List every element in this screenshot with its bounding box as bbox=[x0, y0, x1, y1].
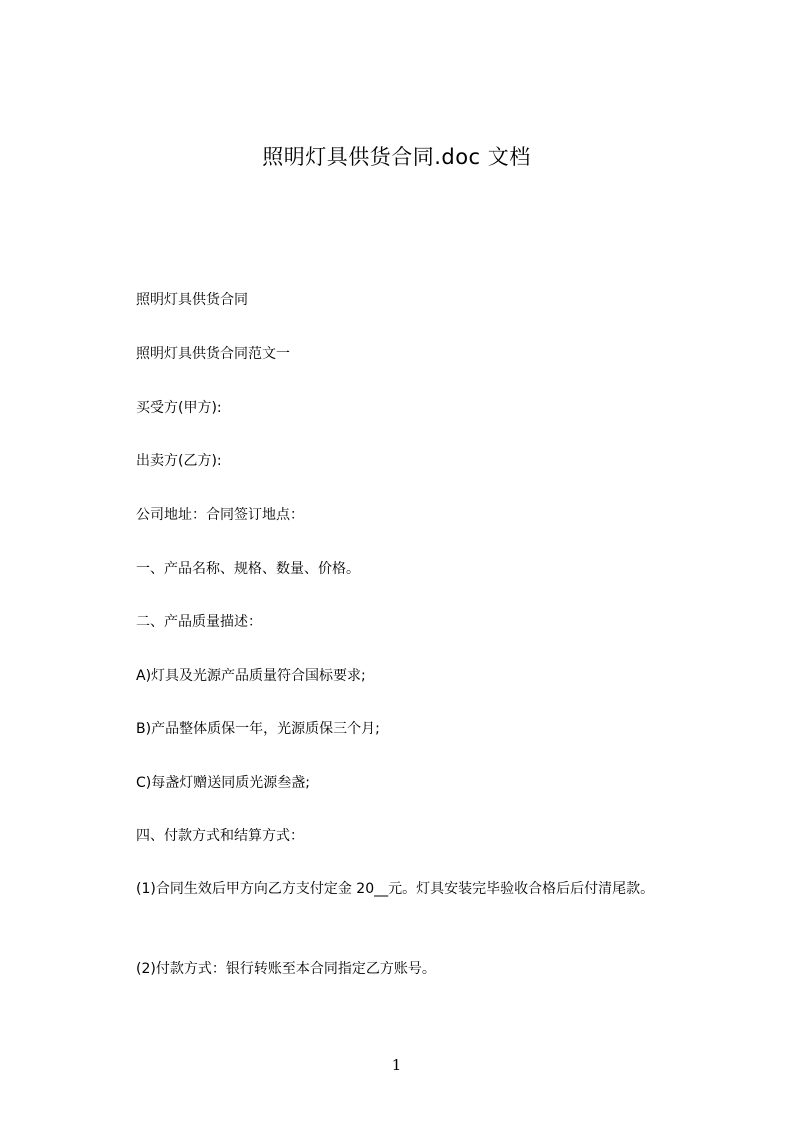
page-number: 1 bbox=[391, 1056, 402, 1074]
section-four-heading: 四、付款方式和结算方式： bbox=[136, 828, 304, 844]
buyer-party-line: 买受方(甲方): bbox=[136, 400, 222, 416]
payment-clause-2: (2)付款方式：银行转账至本合同指定乙方账号。 bbox=[136, 961, 436, 977]
payment-clause-1: (1)合同生效后甲方向乙方支付定金 20__元。灯具安装完毕验收合格后后付清尾款。 bbox=[136, 881, 655, 897]
section-one-heading: 一、产品名称、规格、数量、价格。 bbox=[136, 561, 360, 577]
contract-heading: 照明灯具供货合同 bbox=[136, 292, 248, 308]
section-two-heading: 二、产品质量描述： bbox=[136, 614, 262, 630]
quality-item-c: C)每盏灯赠送同质光源叁盏; bbox=[136, 775, 310, 791]
seller-party-line: 出卖方(乙方): bbox=[136, 453, 222, 469]
quality-item-a: A)灯具及光源产品质量符合国标要求; bbox=[136, 668, 366, 684]
contract-subheading: 照明灯具供货合同范文一 bbox=[136, 346, 290, 362]
quality-item-b: B)产品整体质保一年，光源质保三个月; bbox=[136, 721, 380, 737]
document-title: 照明灯具供货合同.doc 文档 bbox=[262, 145, 531, 169]
address-line: 公司地址：合同签订地点： bbox=[136, 507, 304, 523]
